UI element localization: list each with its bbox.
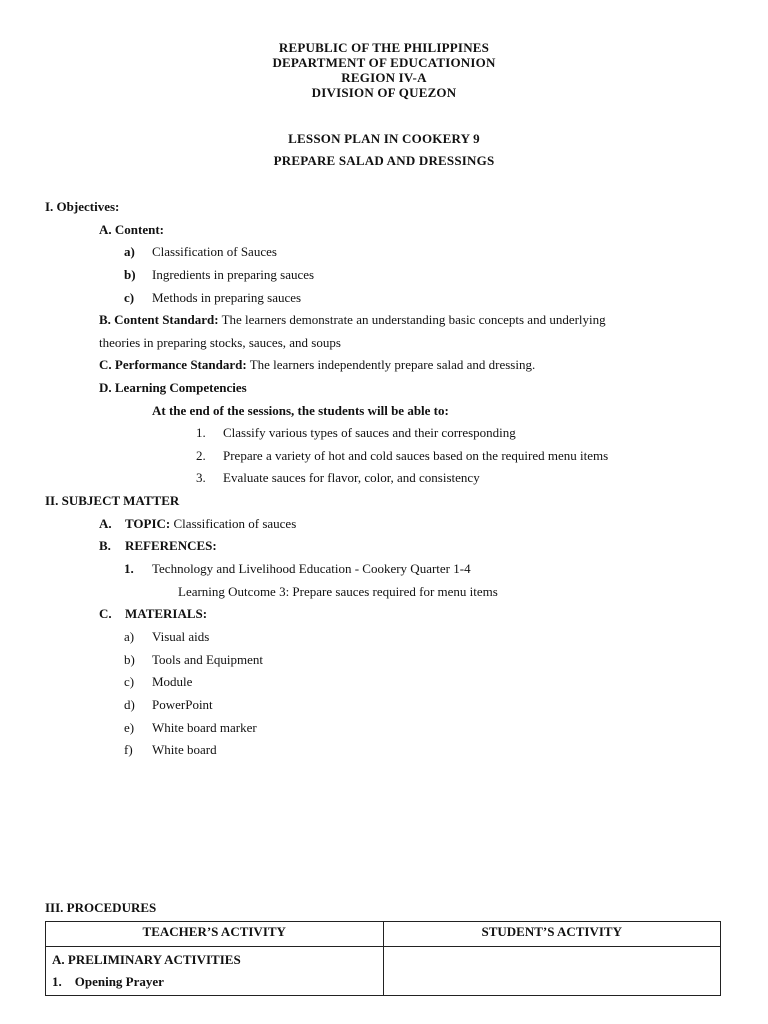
competency-marker: 3. [196,470,206,485]
competency-marker: 2. [196,448,206,463]
objectives-heading: I. Objectives: [45,199,120,214]
header-line-republic: REPUBLIC OF THE PHILIPPINES [278,40,490,55]
student-activity-header: STUDENT’S ACTIVITY [383,922,721,947]
header-line-division: DIVISION OF QUEZON [311,85,457,100]
reference-subitem: Learning Outcome 3: Prepare sauces required for menu items [178,584,498,599]
teacher-activity-cell [46,947,384,996]
topic-label: TOPIC: [125,516,171,531]
content-marker: b) [124,267,136,282]
lesson-plan-title: LESSON PLAN IN COOKERY 9 [288,131,480,146]
competencies-label: D. Learning Competencies [99,380,247,395]
content-item: Ingredients in preparing sauces [152,267,315,282]
material-marker: a) [124,629,135,644]
student-activity-cell [383,947,721,996]
content-standard [99,312,606,328]
content-standard-text: The learners demonstrate an understanding basic concepts and underlying [221,312,606,327]
competencies-intro: At the end of the sessions, the students will be able to: [152,403,449,418]
material-item: Tools and Equipment [152,652,264,667]
materials-marker: C. [99,606,112,621]
preliminary-activities-label: A. PRELIMINARY ACTIVITIES [52,952,241,967]
content-item: Methods in preparing sauces [152,290,302,305]
lesson-plan-subtitle: PREPARE SALAD AND DRESSINGS [273,153,495,168]
content-marker: a) [124,244,135,259]
content-standard-label: B. Content Standard: [99,312,219,327]
competency-marker: 1. [196,425,206,440]
references-marker: B. [99,538,111,553]
material-item: Module [152,674,193,689]
material-marker: d) [124,697,135,712]
material-item: White board marker [152,720,257,735]
procedures-table [45,921,721,996]
table-row [46,947,721,996]
competency-item: Prepare a variety of hot and cold sauces based on the required menu items [223,448,609,463]
performance-standard [99,357,535,373]
subject-matter-heading: II. SUBJECT MATTER [45,493,180,508]
material-marker: e) [124,720,135,735]
materials-label: MATERIALS: [125,606,208,621]
references-label: REFERENCES: [125,538,217,553]
material-item: White board [152,742,217,757]
topic-marker: A. [99,516,112,531]
content-item: Classification of Sauces [152,244,277,259]
topic-text: Classification of sauces [173,516,297,531]
material-marker: b) [124,652,135,667]
opening-prayer-label: 1. Opening Prayer [52,974,164,989]
header-line-department: DEPARTMENT OF EDUCATIONION [272,55,496,70]
performance-standard-text: The learners independently prepare salad and dressing. [249,357,536,372]
material-item: Visual aids [152,629,210,644]
material-item: PowerPoint [152,697,213,712]
reference-marker: 1. [124,561,134,576]
content-marker: c) [124,290,135,305]
content-standard-text-cont: theories in preparing stocks, sauces, and soups [99,335,341,350]
material-marker: c) [124,674,135,689]
content-label: A. Content: [99,222,164,237]
table-header-row [46,922,721,947]
performance-standard-label: C. Performance Standard: [99,357,247,372]
competency-item: Classify various types of sauces and their corresponding [223,425,516,440]
teacher-activity-header: TEACHER’S ACTIVITY [46,922,384,947]
material-marker: f) [124,742,133,757]
competency-item: Evaluate sauces for flavor, color, and consistency [223,470,480,485]
header-line-region: REGION IV-A [341,70,427,85]
procedures-heading: III. PROCEDURES [45,900,157,915]
topic [125,516,296,532]
reference-item: Technology and Livelihood Education - Cookery Quarter 1-4 [152,561,471,576]
